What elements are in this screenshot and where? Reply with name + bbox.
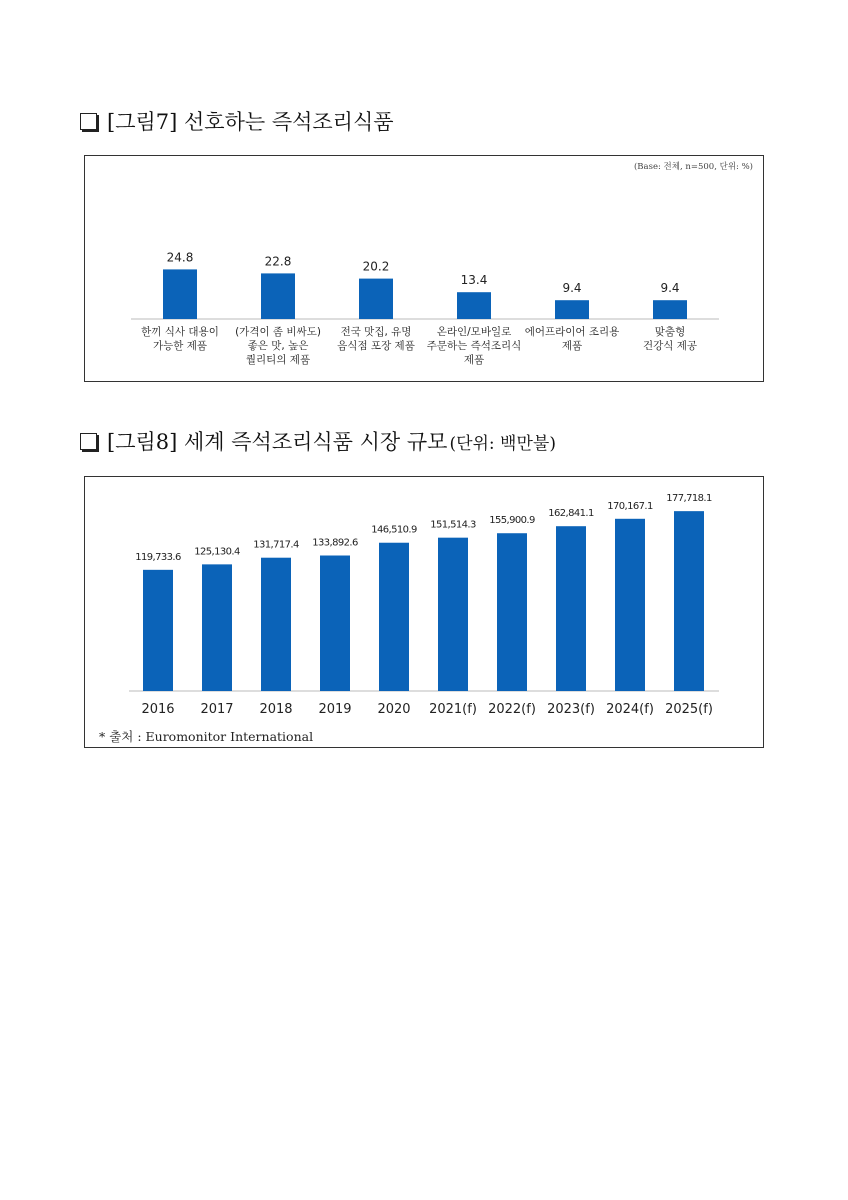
figure7-category-label: 건강식 제공 [642,340,698,352]
figure7-category-label: (가격이 좀 비싸도) [235,326,321,338]
figure8-title: [그림8] 세계 즉석조리식품 시장 규모 [107,430,448,454]
figure7-value-label: 22.8 [264,254,292,269]
figure8-value-label: 155,900.9 [489,515,535,527]
figure8-bar [438,538,468,691]
figure7-value-label: 13.4 [460,273,488,288]
figure8-category-label: 2020 [377,702,411,717]
checkbox-square-icon [80,433,97,450]
figure7-title: [그림7] 선호하는 즉석조리식품 [107,110,394,134]
figure8-chart [85,477,763,727]
figure8-bar [261,558,291,691]
figure8-category-label: 2023(f) [547,702,595,717]
figure8-category-label: 2019 [318,702,352,717]
figure7-category-label: 주문하는 즉석조리식 [426,340,522,352]
figure7-category-label: 온라인/모바일로 [436,326,512,338]
figure8-bar [615,519,645,691]
figure8-value-label: 133,892.6 [312,537,358,549]
figure7-bar [261,273,295,319]
figure7-category-label: 좋은 맛, 높은 [247,340,309,352]
figure8-source: * 출처 : Euromonitor International [99,729,314,744]
figure8-value-label: 151,514.3 [430,519,476,531]
figure8-category-label: 2017 [200,702,234,717]
figure8-value-label: 119,733.6 [135,551,181,563]
figure7-category-label: 제품 [463,354,485,366]
figure8-value-label: 125,130.4 [194,546,240,558]
figure8-category-label: 2021(f) [429,702,477,717]
figure7-category-label: 전국 맛집, 유명 [340,326,412,338]
figure8-value-label: 131,717.4 [253,539,299,551]
figure8-value-label: 170,167.1 [607,500,653,512]
figure7-base-note: (Base: 전체, n=500, 단위: %) [633,162,753,172]
figure7-category-label: 가능한 제품 [152,340,208,352]
figure8-value-label: 177,718.1 [666,493,712,505]
figure8-category-label: 2018 [259,702,293,717]
figure7-value-label: 9.4 [562,281,582,296]
figure8-frame [84,476,764,748]
figure8-bar [202,564,232,691]
figure7-category-label: 제품 [561,340,583,352]
figure8-category-label: 2022(f) [488,702,536,717]
figure7-chart [85,156,763,381]
figure8-bar [497,533,527,691]
figure8-value-label: 162,841.1 [548,508,594,520]
figure7-category-label: 퀄리티의 제품 [245,354,311,366]
figure7-value-label: 24.8 [166,250,194,265]
figure8-category-label: 2025(f) [665,702,713,717]
figure8-bar [556,526,586,691]
figure8-category-label: 2024(f) [606,702,654,717]
figure7-category-label: 한끼 식사 대용이 [141,326,219,338]
checkbox-square-icon [80,113,97,130]
figure8-category-label: 2016 [141,702,175,717]
figure8-heading [80,426,556,456]
figure8-bar [143,570,173,691]
figure7-value-label: 20.2 [362,259,390,274]
figure7-frame [84,155,764,382]
figure7-bar [653,300,687,319]
figure8-unit: (단위: 백만불) [449,433,556,454]
figure7-category-label: 음식점 포장 제품 [337,340,415,352]
figure7-bar [359,279,393,319]
figure7-bar [555,300,589,319]
figure8-bar [379,543,409,691]
figure8-bar [674,511,704,691]
figure8-value-label: 146,510.9 [371,524,417,536]
figure7-heading [80,106,394,136]
figure7-bar [457,292,491,319]
figure7-category-label: 에어프라이어 조리용 [524,326,620,338]
figure7-category-label: 맞춤형 [654,326,686,338]
figure7-bar [163,269,197,319]
figure8-bar [320,556,350,691]
figure7-value-label: 9.4 [660,281,680,296]
